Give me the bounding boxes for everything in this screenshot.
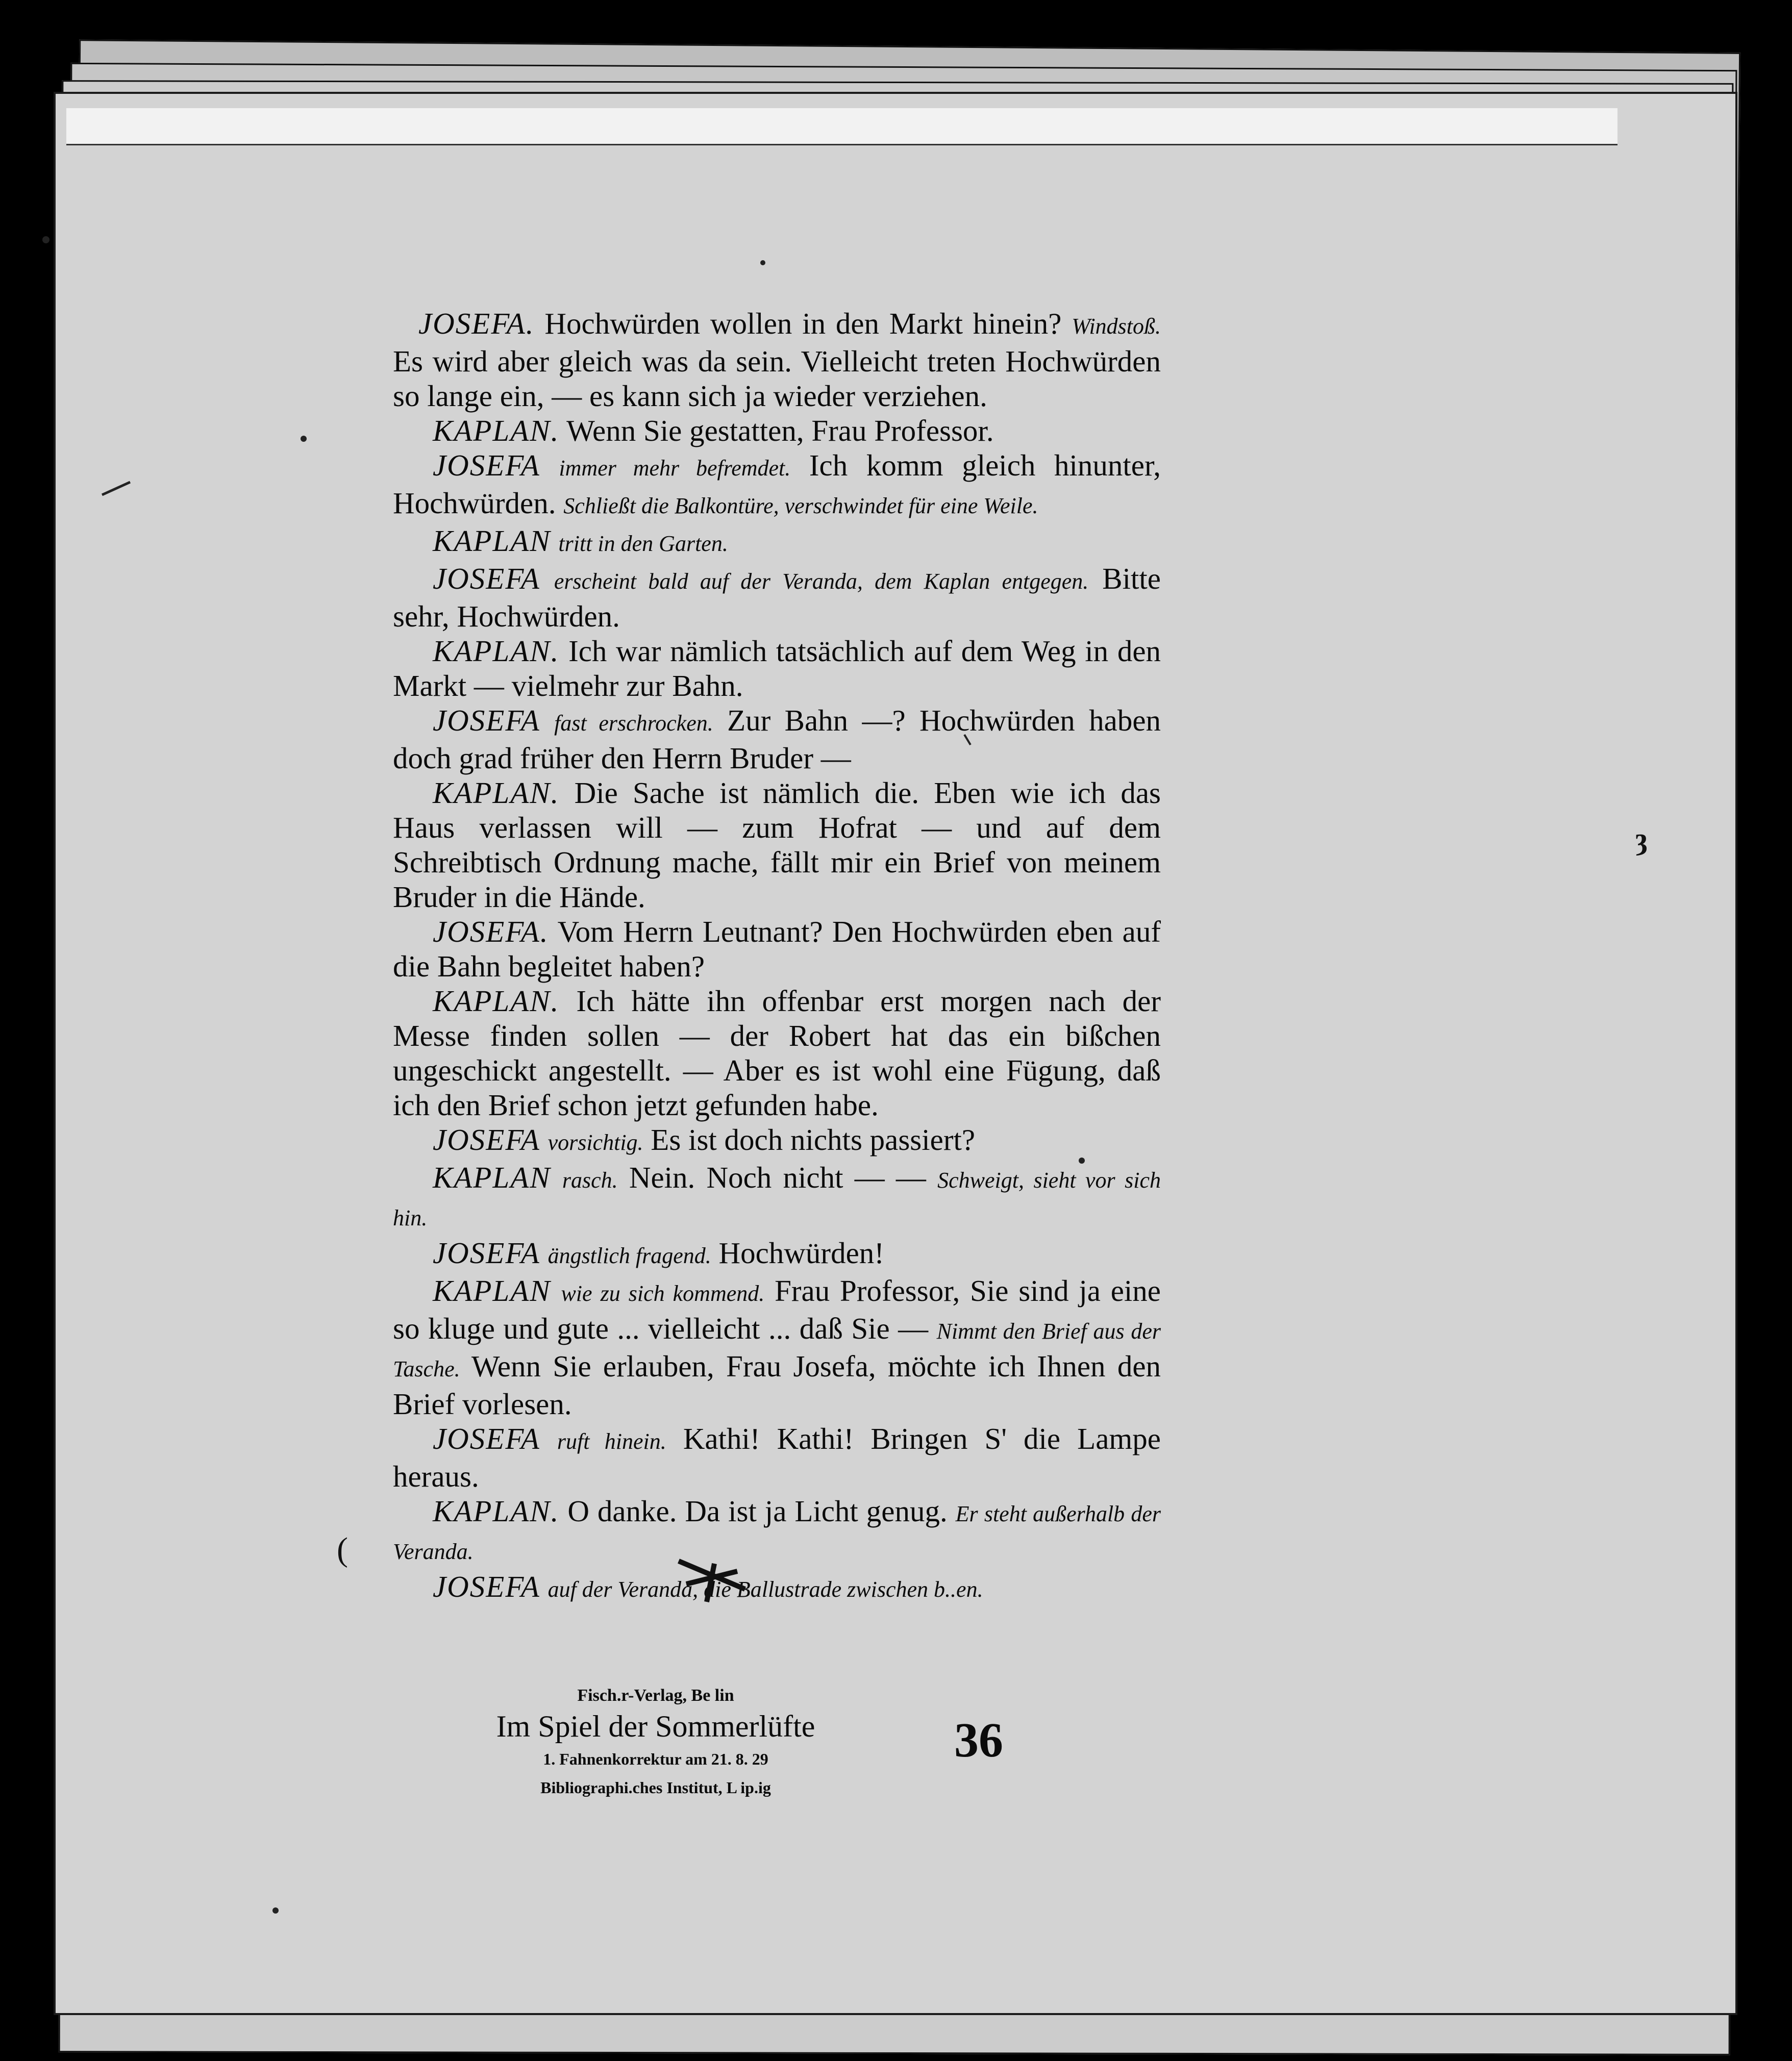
paragraph [393,1236,1161,1273]
proof-imprint [472,1683,839,1802]
top-paper-strip [66,108,1617,145]
speck [42,236,49,243]
dialogue-text: Ich komm gleich hinunter, Hochwürden. [393,448,1161,520]
stage-direction: immer mehr befremdet. [559,456,791,481]
speaker-name: JOSEFA. [418,307,535,340]
dialogue-text: Wenn Sie gestatten, Frau Professor. [566,414,994,447]
stage-direction: Er steht außerhalb der Veranda. [393,1501,1161,1564]
speaker-name: KAPLAN [433,1161,551,1194]
publisher-line: Fisch.r-Verlag, Be lin [577,1686,734,1705]
margin-correction-mark: ȝ [1635,822,1647,856]
margin-bracket-mark: ( [337,1531,348,1568]
stage-direction: vorsichtig. [547,1130,643,1155]
stage-direction: auf der Veranda, die Ballustrade zwischen b..en. [547,1577,983,1602]
speaker-name: KAPLAN. [433,634,560,668]
paragraph [393,1569,1161,1607]
stage-direction: fast erschrocken. [554,711,713,736]
stage-direction: Schweigt, sieht vor sich hin. [393,1168,1161,1230]
dialogue-text: Hochwürden wollen in den Markt hinein? [544,307,1062,340]
speaker-name: KAPLAN. [433,984,560,1018]
speaker-name: JOSEFA [433,1570,540,1603]
dialogue-text: Zur Bahn —? Hochwürden haben doch grad früher den Herrn Bruder — [393,703,1161,775]
speaker-name: JOSEFA [433,703,540,737]
dialogue-text: Ich war nämlich tatsächlich auf dem Weg in den Markt — vielmehr zur Bahn. [393,634,1161,702]
speaker-name: JOSEFA. [433,915,549,948]
speaker-name: JOSEFA [433,1123,540,1157]
paragraph [393,1122,1161,1160]
speaker-name: JOSEFA [433,562,540,595]
paragraph [393,448,1161,523]
speaker-name: JOSEFA [433,448,540,482]
stage-direction: Nimmt den Brief aus der Tasche. [393,1319,1161,1381]
paragraph [393,634,1161,703]
proof-note: 1. Fahnenkorrektur am 21. 8. 29 [543,1750,768,1768]
dialogue-text: Es ist doch nichts passiert? [651,1123,976,1157]
paragraph [393,413,1161,448]
paragraph [393,1494,1161,1569]
stage-direction: Windstoß. [1072,314,1161,339]
play-text [393,306,1161,1607]
book-title: Im Spiel der Sommerlüfte [496,1710,815,1743]
dialogue-text: Frau Professor, Sie sind ja eine so kluge und gute ... vielleicht ... daß Sie — [393,1274,1161,1345]
paragraph [393,984,1161,1122]
paragraph [393,1421,1161,1494]
dialogue-text: Bitte sehr, Hochwürden. [393,562,1161,633]
printer-line: Bibliographi.ches Institut, L ip.ig [540,1778,771,1797]
stage-direction: tritt in den Garten. [558,531,728,556]
dialogue-text: Hochwürden! [718,1236,884,1270]
speaker-name: KAPLAN [433,524,551,558]
stage-direction: Schließt die Balkontüre, verschwindet für eine Weile. [563,493,1038,518]
stage-direction: erscheint bald auf der Veranda, dem Kaplan entgegen. [554,569,1089,594]
dialogue-text: Kathi! Kathi! Bringen S' die Lampe heraus. [393,1422,1161,1493]
dialogue-text: Wenn Sie erlauben, Frau Josefa, möchte ich Ihnen den Brief vorlesen. [393,1349,1161,1421]
speaker-name: JOSEFA [433,1422,540,1455]
speaker-name: KAPLAN. [433,414,560,447]
paragraph [393,914,1161,984]
page-number: 36 [954,1713,1003,1767]
speaker-name: KAPLAN. [433,776,560,810]
dialogue-text: Nein. Noch nicht — — [629,1161,926,1194]
dialogue-text: O danke. Da ist ja Licht genug. [567,1494,948,1528]
dialogue-text: Die Sache ist nämlich die. Eben wie ich das Haus verlassen will — zum Hofrat — und auf dem Schreibtisch Ordnung mache, fällt mir ein Brief von meinem Bruder in die Hände. [393,776,1161,914]
paragraph [393,561,1161,634]
paragraph [393,1273,1161,1421]
paragraph [393,703,1161,775]
paragraph [393,1160,1161,1236]
stage-direction: ängstlich fragend. [547,1243,711,1268]
stage-direction: ruft hinein. [557,1429,666,1454]
stage-direction: wie zu sich kommend. [561,1281,765,1306]
speaker-name: JOSEFA [433,1236,540,1270]
dialogue-text: Es wird aber gleich was da sein. Vielleicht treten Hochwürden so lange ein, — es kann sich ja wieder verziehen. [393,344,1161,413]
speaker-name: KAPLAN [433,1274,551,1308]
stage-direction: rasch. [562,1168,618,1193]
paragraph [393,775,1161,914]
paragraph [393,523,1161,561]
dialogue-text: Vom Herrn Leutnant? Den Hochwürden eben auf die Bahn begleitet haben? [393,915,1161,983]
speaker-name: KAPLAN. [433,1494,560,1528]
dialogue-text: Ich hätte ihn offenbar erst morgen nach der Messe finden sollen — der Robert hat das ein bißchen ungeschickt angestellt. — Aber es ist wohl eine Fügung, daß ich den Brief schon jetzt gefunden habe. [393,984,1161,1122]
paragraph [393,306,1161,413]
